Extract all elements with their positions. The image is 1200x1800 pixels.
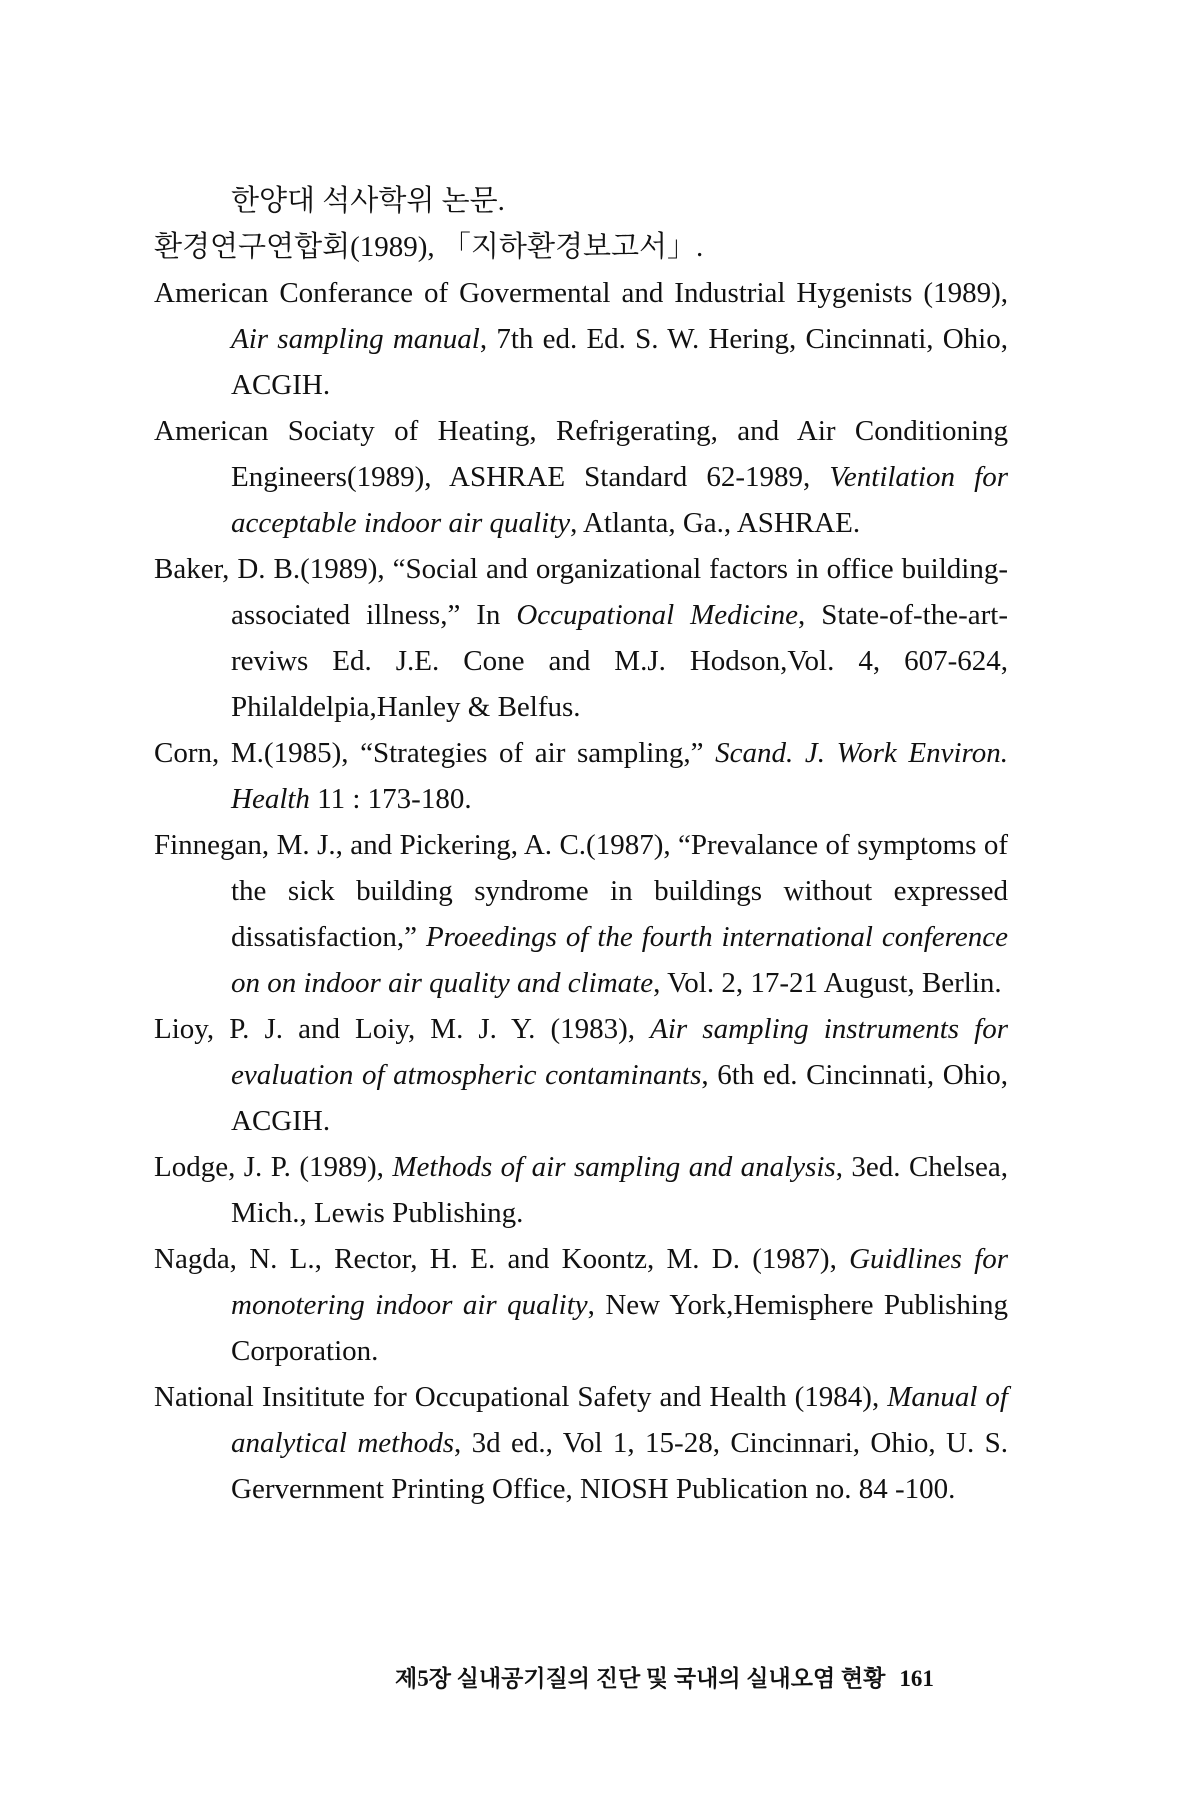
page-footer xyxy=(395,1660,995,1693)
ref-title-italic: Occupational Medicine xyxy=(516,599,799,631)
ref-segment: Baker, D. B.(1989), “Social and organizational factors in office building-associated illness,” In xyxy=(154,553,1008,631)
reference-entry xyxy=(154,408,1008,546)
ref-segment: Lioy, P. J. and Loiy, M. J. Y. (1983), xyxy=(154,1013,651,1045)
reference-entry xyxy=(154,178,1008,224)
ref-title-italic: Air sampling instruments for evaluation of atmospheric contaminants xyxy=(231,1013,1008,1091)
reference-entry xyxy=(154,822,1008,1006)
ref-segment: , State-of-the-art-reviws Ed. J.E. Cone and M.J. Hodson,Vol. 4, 607-624, Philaldelpia,Hanley & Belfus. xyxy=(231,599,1008,723)
ref-title-italic: Methods of air sampling and analysis xyxy=(392,1151,836,1183)
reference-entry xyxy=(154,224,1008,270)
reference-entry xyxy=(154,1236,1008,1374)
ref-segment: , Vol. 2, 17-21 August, Berlin. xyxy=(653,967,1002,999)
ref-segment: , New York,Hemisphere Publishing Corporation. xyxy=(231,1289,1008,1367)
ref-segment: 11 : 173-180. xyxy=(309,783,472,815)
reference-entry xyxy=(154,546,1008,730)
ref-segment: , Atlanta, Ga., ASHRAE. xyxy=(570,507,861,539)
ref-title-italic: Proeedings of the fourth international conference on on indoor air quality and climate xyxy=(231,921,1008,999)
ref-segment: American Conferance of Govermental and Industrial Hygenists (1989), xyxy=(154,277,1008,309)
reference-entry xyxy=(154,730,1008,822)
ref-title-italic: Ventilation for acceptable indoor air quality xyxy=(231,461,1009,539)
reference-entry xyxy=(154,1374,1008,1512)
ref-title-italic: Air sampling manual xyxy=(231,323,480,355)
ref-title-italic: Guidlines for monotering indoor air quality xyxy=(231,1243,1008,1321)
ref-title-italic: Manual of analytical methods xyxy=(231,1381,1008,1459)
reference-list xyxy=(154,178,1008,1512)
reference-entry xyxy=(154,1144,1008,1236)
ref-segment: 환경연구연합회(1989), 「지하환경보고서」. xyxy=(154,231,704,263)
ref-segment: 한양대 석사학위 논문. xyxy=(231,185,505,217)
ref-segment: , 3ed. Chelsea, Mich., Lewis Publishing. xyxy=(231,1151,1009,1229)
ref-segment: , 7th ed. Ed. S. W. Hering, Cincinnati, Ohio, ACGIH. xyxy=(231,323,1008,401)
ref-segment: American Sociaty of Heating, Refrigerating, and Air Conditioning Engineers(1989), ASHRAE Standard 62-1989, xyxy=(154,415,1008,493)
ref-segment: , 3d ed., Vol 1, 15-28, Cincinnari, Ohio, U. S. Gervernment Printing Office, NIOSH Publication no. 84 -100. xyxy=(231,1427,1008,1505)
ref-segment: Finnegan, M. J., and Pickering, A. C.(1987), “Prevalance of symptoms of the sick building syndrome in buildings without expressed dissatisfaction,” xyxy=(154,829,1008,953)
ref-segment: National Insititute for Occupational Safety and Health (1984), xyxy=(154,1381,888,1413)
ref-segment: Nagda, N. L., Rector, H. E. and Koontz, M. D. (1987), xyxy=(154,1243,850,1275)
reference-entry xyxy=(154,270,1008,408)
reference-entry xyxy=(154,1006,1008,1144)
ref-segment: , 6th ed. Cincinnati, Ohio, ACGIH. xyxy=(231,1059,1008,1137)
page-number: 161 xyxy=(899,1666,934,1691)
ref-segment: Lodge, J. P. (1989), xyxy=(154,1151,393,1183)
chapter-title: 제5장 실내공기질의 진단 및 국내의 실내오염 현황 xyxy=(395,1666,886,1691)
ref-segment: Corn, M.(1985), “Strategies of air sampling,” xyxy=(154,737,716,769)
ref-title-italic: Scand. J. Work Environ. Health xyxy=(231,737,1008,815)
